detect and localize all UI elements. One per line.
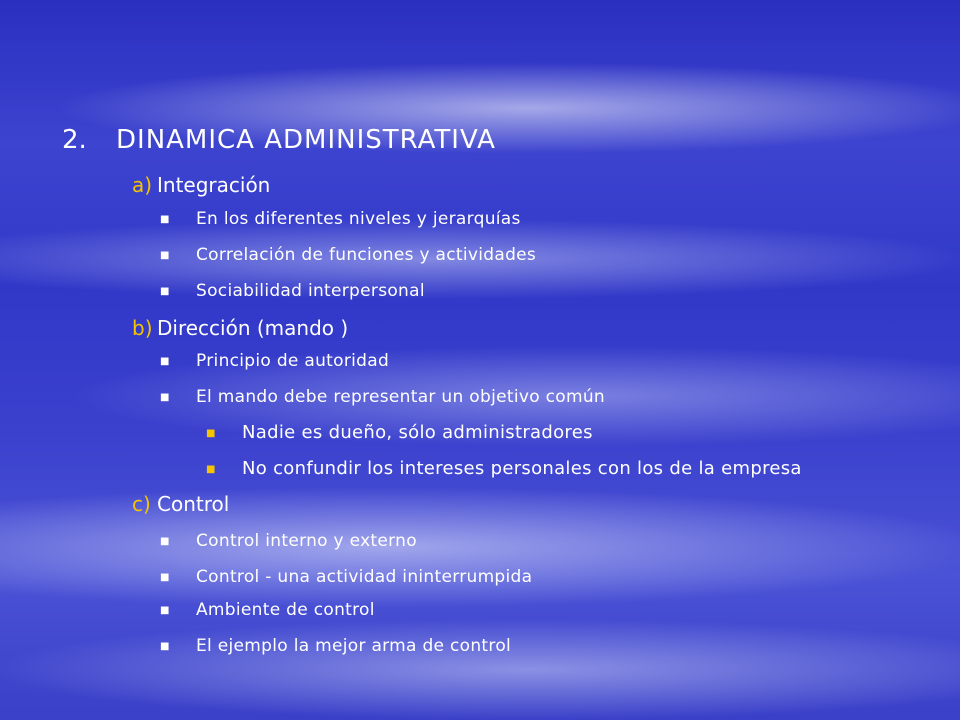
section-a-label: Integración <box>157 173 271 197</box>
sub-list-item: No confundir los intereses personales con los de la empresa <box>242 458 802 479</box>
section-c-marker: c) <box>132 492 151 516</box>
list-item: Ambiente de control <box>196 600 375 620</box>
list-item: Principio de autoridad <box>196 351 390 371</box>
bullet-icon: ■ <box>160 214 170 225</box>
bullet-icon: ■ <box>160 572 170 583</box>
sub-bullet-icon: ■ <box>206 428 216 439</box>
sub-bullet-icon: ■ <box>206 464 216 475</box>
section-a-marker: a) <box>132 173 153 197</box>
section-b-marker: b) <box>132 316 153 340</box>
heading-number: 2. <box>62 125 87 155</box>
section-b-label: Dirección (mando ) <box>157 316 349 340</box>
list-item: Control interno y externo <box>196 531 417 551</box>
list-item: El ejemplo la mejor arma de control <box>196 636 512 656</box>
list-item: Control - una actividad ininterrumpida <box>196 567 533 587</box>
bullet-icon: ■ <box>160 286 170 297</box>
bullet-icon: ■ <box>160 250 170 261</box>
slide-title: DINAMICA ADMINISTRATIVA <box>116 125 496 155</box>
list-item: Sociabilidad interpersonal <box>196 281 425 301</box>
list-item: Correlación de funciones y actividades <box>196 245 537 265</box>
sub-list-item: Nadie es dueño, sólo administradores <box>242 422 593 443</box>
bullet-icon: ■ <box>160 605 170 616</box>
bullet-icon: ■ <box>160 641 170 652</box>
bullet-icon: ■ <box>160 392 170 403</box>
bullet-icon: ■ <box>160 536 170 547</box>
bullet-icon: ■ <box>160 356 170 367</box>
section-c-label: Control <box>157 492 230 516</box>
list-item: En los diferentes niveles y jerarquías <box>196 209 521 229</box>
list-item: El mando debe representar un objetivo común <box>196 387 605 407</box>
